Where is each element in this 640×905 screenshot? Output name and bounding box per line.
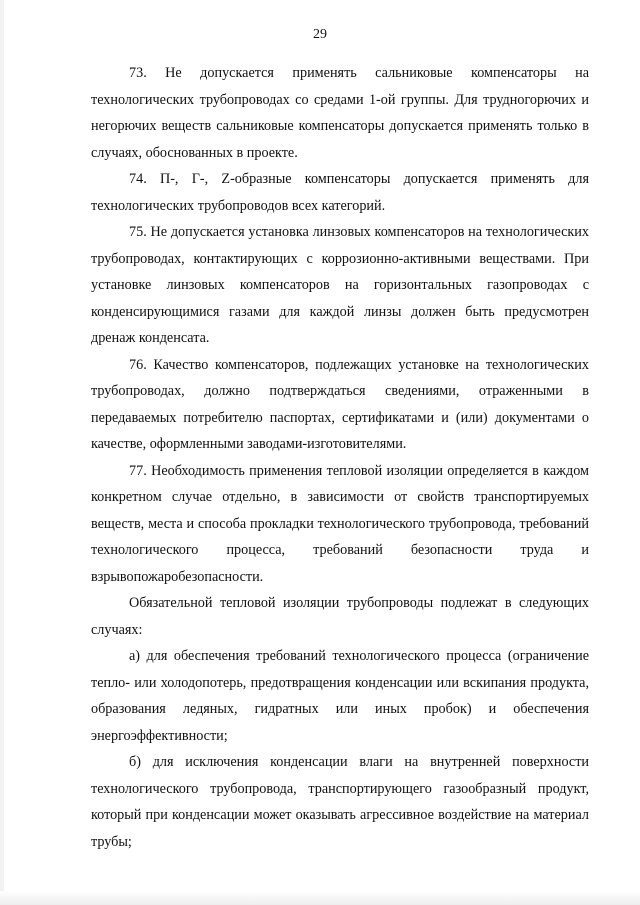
list-item-a: а) для обеспечения требований технологического процесса (ограничение тепло- или холодопотерь, предотвращения конденсации или вскипания продукта, образования ледяных, гидратных или иных пробок) и обеспечения энергоэффективности; xyxy=(91,648,589,744)
page-number: 29 xyxy=(313,27,327,42)
page-edge xyxy=(0,0,4,905)
paragraph-75: 75. Не допускается установка линзовых компенсаторов на технологических трубопроводах, контактирующих с коррозионно-активными веществами. При установке линзовых компенсаторов на горизонтальных газопроводах с конденсирующимися газами для каждой линзы должен быть предусмотрен дренаж конденсата. xyxy=(91,224,589,346)
paragraph-insulation-intro: Обязательной тепловой изоляции трубопроводы подлежат в следующих случаях: xyxy=(91,595,589,638)
page-bottom-edge xyxy=(0,891,640,905)
paragraph-76: 76. Качество компенсаторов, подлежащих установке на технологических трубопроводах, должно подтверждаться сведениями, отраженными в передаваемых потребителю паспортах, сертификатами и (или) документами о качестве, оформленными заводами-изготовителями. xyxy=(91,356,589,452)
document-body xyxy=(91,60,589,855)
paragraph-73: 73. Не допускается применять сальниковые компенсаторы на технологических трубопроводах со средами 1-ой группы. Для трудногорючих и негорючих веществ сальниковые компенсаторы допускается применять только в случаях, обоснованных в проекте. xyxy=(91,65,589,161)
paragraph-77: 77. Необходимость применения тепловой изоляции определяется в каждом конкретном случае отдельно, в зависимости от свойств транспортируемых веществ, места и способа прокладки технологического трубопровода, требований технологического процесса, требований безопасности труда и взрывопожаробезопасности. xyxy=(91,462,589,585)
paragraph-74: 74. П-, Г-, Z-образные компенсаторы допускается применять для технологических трубопроводов всех категорий. xyxy=(91,171,589,214)
list-item-b: б) для исключения конденсации влаги на внутренней поверхности технологического трубопровода, транспортирующего газообразный продукт, который при конденсации может оказывать агрессивное воздействие на материал трубы; xyxy=(91,754,589,850)
